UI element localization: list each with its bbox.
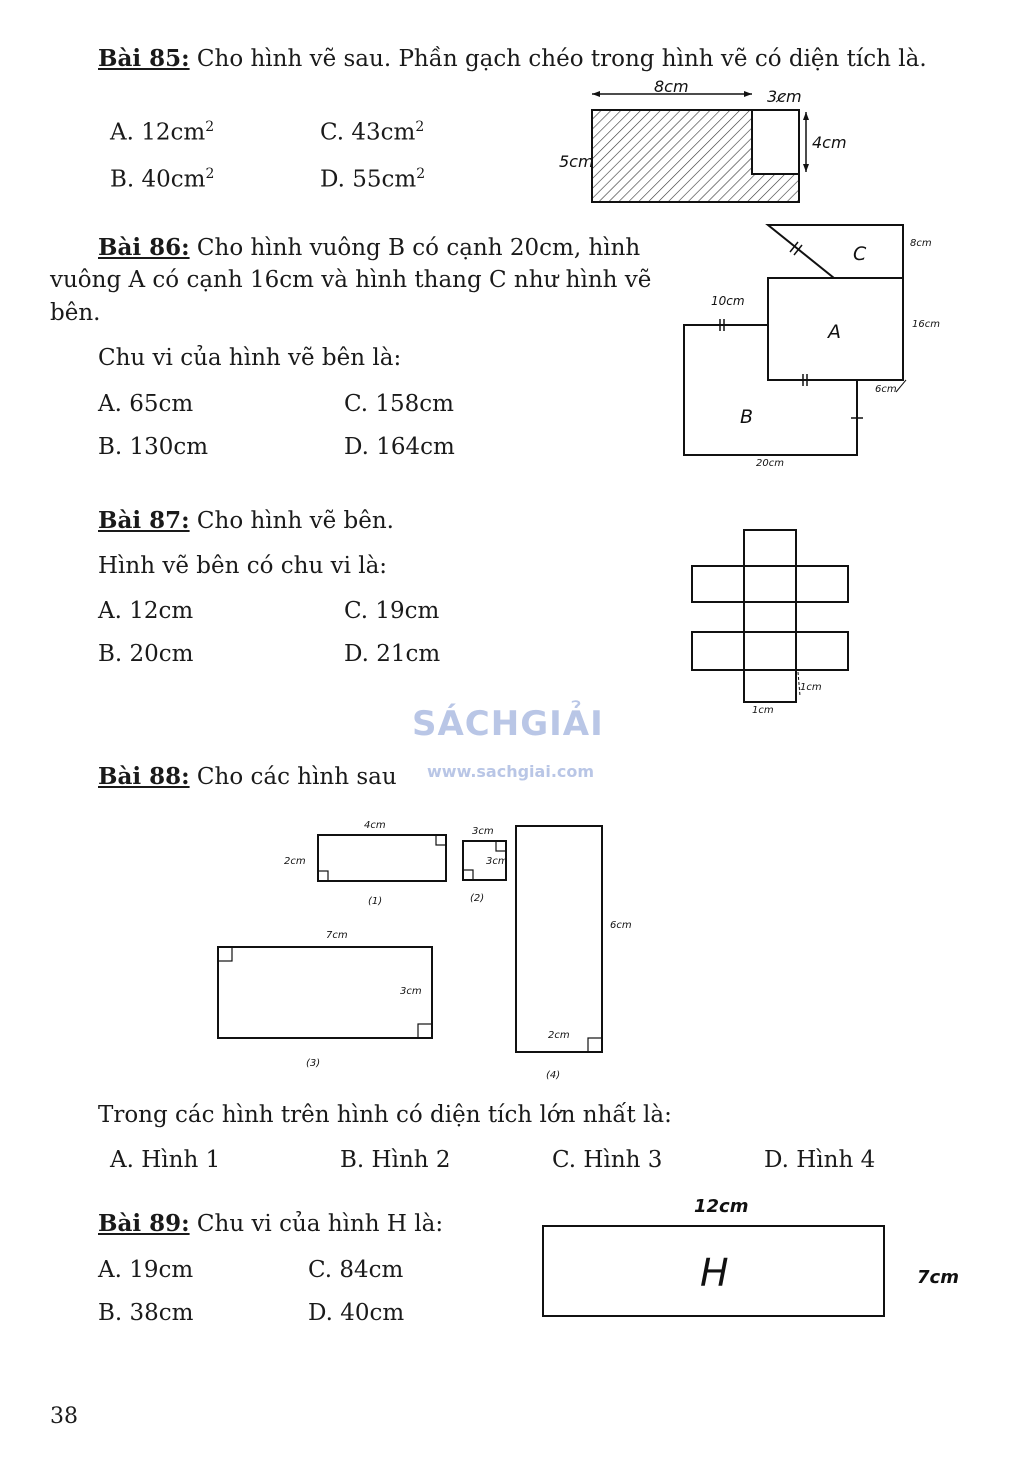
b88-s4-number: (4) <box>546 1070 561 1081</box>
b85-figure <box>550 72 850 212</box>
b86-len-8: 8cm <box>910 238 932 249</box>
b88-text: Cho các hình sau <box>196 764 397 790</box>
b85-text: Cho hình vẽ sau. Phần gạch chéo trong hình vẽ có diện tích là. <box>196 46 927 72</box>
b86-len-6: 6cm <box>875 384 897 395</box>
b89-title: Bài 89: <box>98 1210 190 1237</box>
b88-s3-width: 7cm <box>326 930 348 941</box>
b88-s2-width: 3cm <box>472 826 494 837</box>
b89-option-c[interactable]: C. 84cm <box>308 1257 404 1283</box>
b88-s3-height: 3cm <box>400 986 422 997</box>
b86-len-20: 20cm <box>756 458 784 469</box>
b89-option-b[interactable]: B. 38cm <box>98 1300 194 1326</box>
b87-option-a[interactable]: A. 12cm <box>98 598 194 624</box>
b87-text: Cho hình vẽ bên. <box>196 508 394 534</box>
b88-option-d[interactable]: D. Hình 4 <box>764 1147 876 1173</box>
b85-option-b-label: B. 40cm <box>110 166 206 193</box>
b89-text: Chu vi của hình H là: <box>196 1211 444 1237</box>
b86-option-c[interactable]: C. 158cm <box>344 391 454 417</box>
b86-label-a: A <box>828 321 841 343</box>
b86-text-line1: Cho hình vuông B có cạnh 20cm, hình <box>196 235 641 261</box>
b85-label-side: 4cm <box>812 133 847 152</box>
b88-option-c[interactable]: C. Hình 3 <box>552 1147 663 1173</box>
b88-option-a[interactable]: A. Hình 1 <box>110 1147 221 1173</box>
b86-heading <box>98 236 640 260</box>
watermark-url: www.sachgiai.com <box>427 762 595 781</box>
b88-s4-width: 2cm <box>548 1030 570 1041</box>
b86-len-16: 16cm <box>912 319 940 330</box>
b89-option-d[interactable]: D. 40cm <box>308 1300 405 1326</box>
b86-figure <box>670 220 970 480</box>
b86-title: Bài 86: <box>98 234 190 261</box>
b88-s4-height: 6cm <box>610 920 632 931</box>
b88-s3-number: (3) <box>306 1058 321 1069</box>
b89-label-width: 12cm <box>694 1196 749 1217</box>
b89-option-a[interactable]: A. 19cm <box>98 1257 194 1283</box>
b87-option-c[interactable]: C. 19cm <box>344 598 440 624</box>
b86-option-b[interactable]: B. 130cm <box>98 434 209 460</box>
b85-title: Bài 85: <box>98 45 190 72</box>
b86-text-line3: bên. <box>50 300 101 326</box>
b88-s2-number: (2) <box>470 893 485 904</box>
b85-label-left: 5cm <box>559 152 594 171</box>
b86-trapezoid-c <box>768 225 903 278</box>
b87-label-1cm-a: 1cm <box>800 682 822 693</box>
b89-label-height: 7cm <box>917 1267 959 1288</box>
b88-title: Bài 88: <box>98 763 190 790</box>
b85-option-a-power: 2 <box>205 119 215 135</box>
b87-option-b[interactable]: B. 20cm <box>98 641 194 667</box>
b85-option-a-label: A. 12cm <box>110 119 206 146</box>
b85-option-d-power: 2 <box>416 166 426 182</box>
b87-title: Bài 87: <box>98 507 190 534</box>
b89-heading <box>98 1212 443 1236</box>
b85-option-c-power: 2 <box>415 119 425 135</box>
b86-question: Chu vi của hình vẽ bên là: <box>98 345 402 371</box>
b86-label-c: C <box>853 243 867 265</box>
b86-label-b: B <box>740 406 754 428</box>
page-number: 38 <box>50 1404 78 1429</box>
b89-figure <box>530 1190 980 1330</box>
b88-question: Trong các hình trên hình có diện tích lớn nhất là: <box>98 1102 672 1128</box>
b86-option-d[interactable]: D. 164cm <box>344 434 455 460</box>
b86-len-10: 10cm <box>711 294 745 308</box>
b88-s1-height: 2cm <box>284 856 306 867</box>
b85-option-c[interactable] <box>320 120 424 145</box>
b88-s1-number: (1) <box>368 896 383 907</box>
b85-label-right: 3cm <box>767 87 802 106</box>
b88-heading <box>98 765 397 789</box>
b85-option-d-label: D. 55cm <box>320 166 417 193</box>
b85-option-c-label: C. 43cm <box>320 119 416 146</box>
b85-label-top: 8cm <box>654 77 689 96</box>
b88-option-b[interactable]: B. Hình 2 <box>340 1147 451 1173</box>
b85-option-d[interactable] <box>320 167 425 192</box>
b86-text-line2: vuông A có cạnh 16cm và hình thang C như hình vẽ <box>50 267 652 293</box>
b88-s2-height: 3cm <box>486 856 508 867</box>
b87-option-d[interactable]: D. 21cm <box>344 641 441 667</box>
b87-figure <box>680 520 940 720</box>
b85-option-b-power: 2 <box>205 166 215 182</box>
b85-option-a[interactable] <box>110 120 214 145</box>
b89-label-h: H <box>700 1251 729 1295</box>
watermark-logo: SÁCHGIẢI <box>412 704 604 744</box>
b88-shape-4 <box>516 826 602 1052</box>
b87-label-1cm-b: 1cm <box>752 705 774 716</box>
b88-figure <box>270 810 650 1090</box>
b85-heading <box>98 47 927 71</box>
b87-heading <box>98 509 394 533</box>
b88-s1-width: 4cm <box>364 820 386 831</box>
b86-option-a[interactable]: A. 65cm <box>98 391 194 417</box>
b85-option-b[interactable] <box>110 167 214 192</box>
b85-cutout-rect <box>752 110 799 174</box>
b88-shape-1 <box>318 835 446 881</box>
b87-cross-shape <box>692 530 848 702</box>
b87-question: Hình vẽ bên có chu vi là: <box>98 553 388 579</box>
